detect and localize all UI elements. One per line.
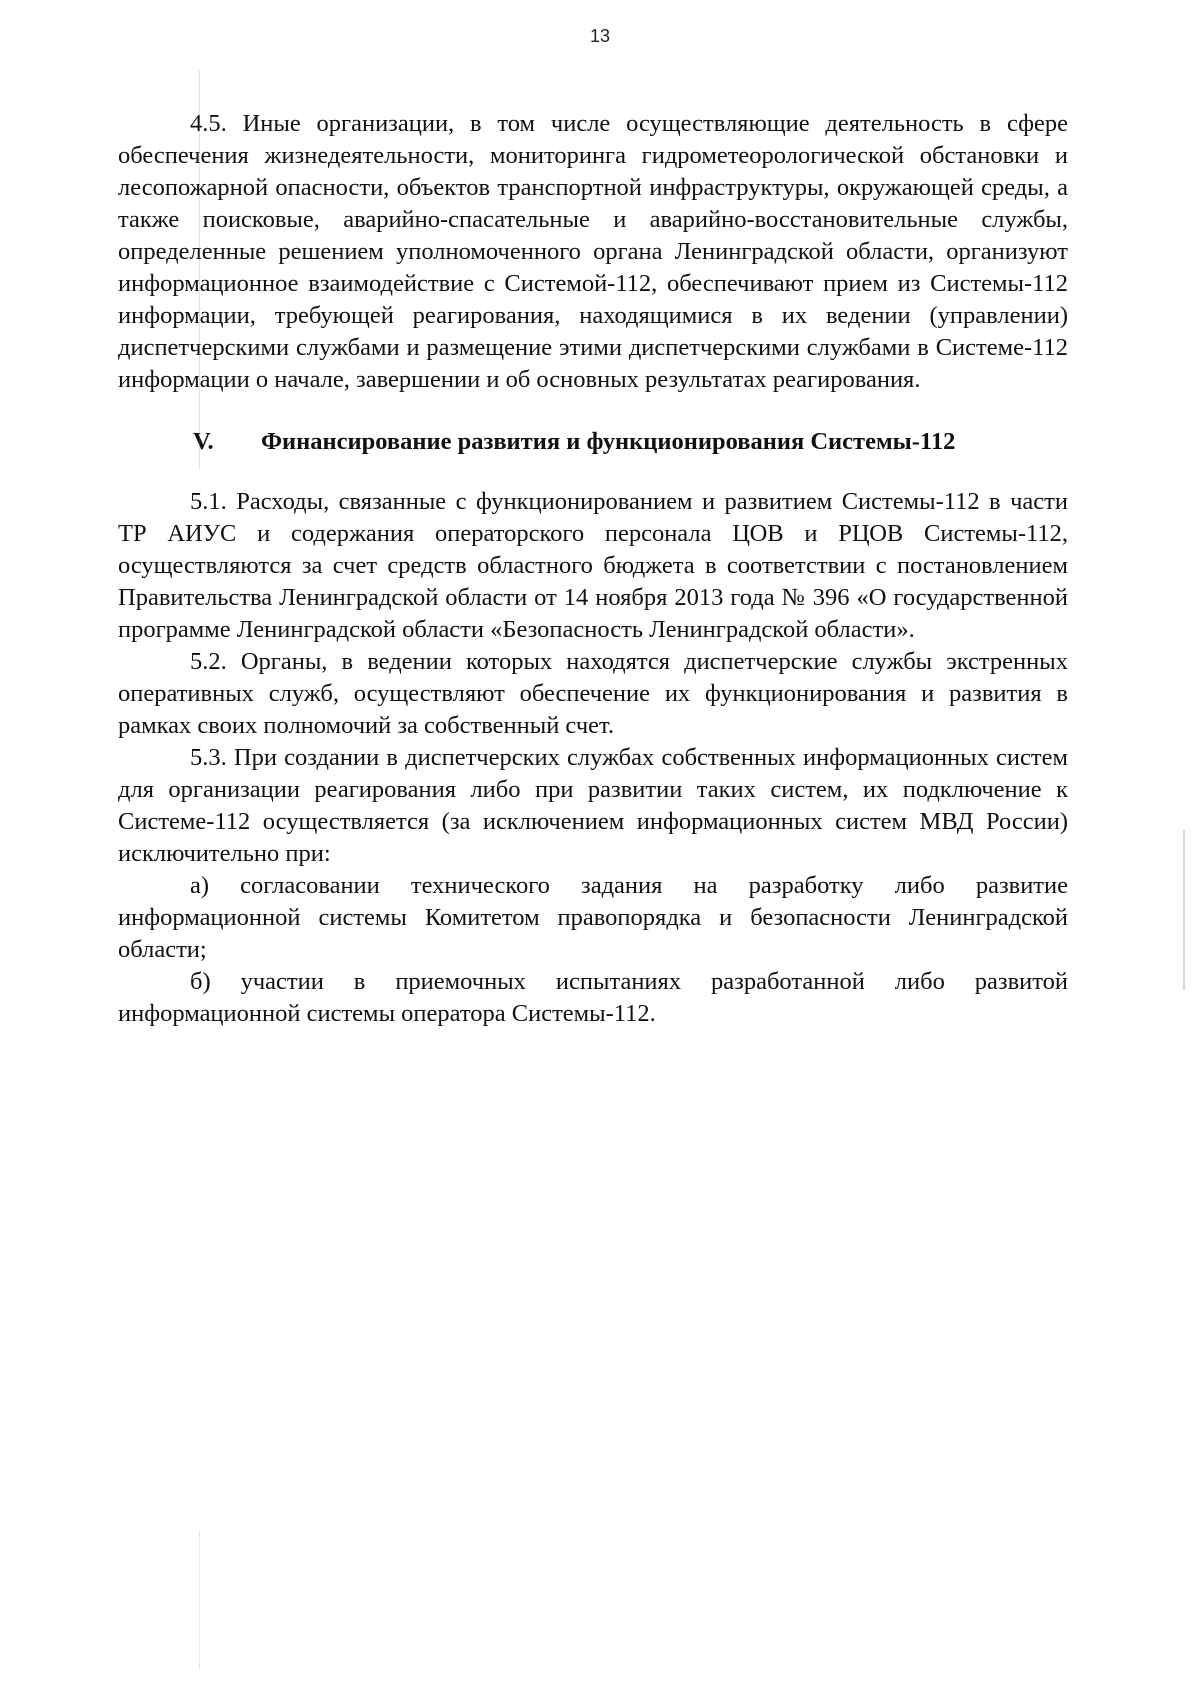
scan-artifact-left-line (199, 70, 200, 470)
section-heading-v (118, 426, 1068, 458)
paragraph-5-1: 5.1. Расходы, связанные с функционированием и развитием Системы-112 в части ТР АИУС и содержания операторского персонала ЦОВ и РЦОВ Системы-112, осуществляются за счет средств областного бюджета в соответствии с постановлением Правительства Ленинградской области от 14 ноября 2013 года № 396 «О государственной программе Ленинградской области «Безопасность Ленинградской области». (118, 488, 1068, 643)
document-body (118, 108, 1068, 1030)
scan-artifact-bottom-line (199, 1530, 200, 1670)
paragraph-5-3: 5.3. При создании в диспетчерских службах собственных информационных систем для организации реагирования либо при развитии таких систем, их подключение к Системе-112 осуществляется (за исключением информационных систем МВД России) исключительно при: (118, 744, 1068, 867)
paragraph-5-3-b: б) участии в приемочных испытаниях разработанной либо развитой информационной системы оператора Системы-112. (118, 968, 1068, 1027)
paragraph-4-5: 4.5. Иные организации, в том числе осуществляющие деятельность в сфере обеспечения жизнедеятельности, мониторинга гидрометеорологической обстановки и лесопожарной опасности, объектов транспортной инфраструктуры, окружающей среды, а также поисковые, аварийно-спасательные и аварийно-восстановительные службы, определенные решением уполномоченного органа Ленинградской области, организуют информационное взаимодействие с Системой-112, обеспечивают прием из Системы-112 информации, требующей реагирования, находящимися в их ведении (управлении) диспетчерскими службами и размещение этими диспетчерскими службами в Системе-112 информации о начале, завершении и об основных результатах реагирования. (118, 110, 1068, 393)
section-heading-number: V. (193, 428, 214, 455)
paragraph-5-2: 5.2. Органы, в ведении которых находятся диспетчерские службы экстренных оперативных служб, осуществляют обеспечение их функционирования и развития в рамках своих полномочий за собственный счет. (118, 648, 1068, 739)
section-heading-title: Финансирование развития и функционирования Системы-112 (261, 428, 956, 455)
page-number: 13 (589, 26, 611, 46)
paragraph-5-3-a: а) согласовании технического задания на разработку либо развитие информационной системы Комитетом правопорядка и безопасности Ленинградской области; (118, 872, 1068, 963)
scan-artifact-right-line (1183, 830, 1185, 990)
